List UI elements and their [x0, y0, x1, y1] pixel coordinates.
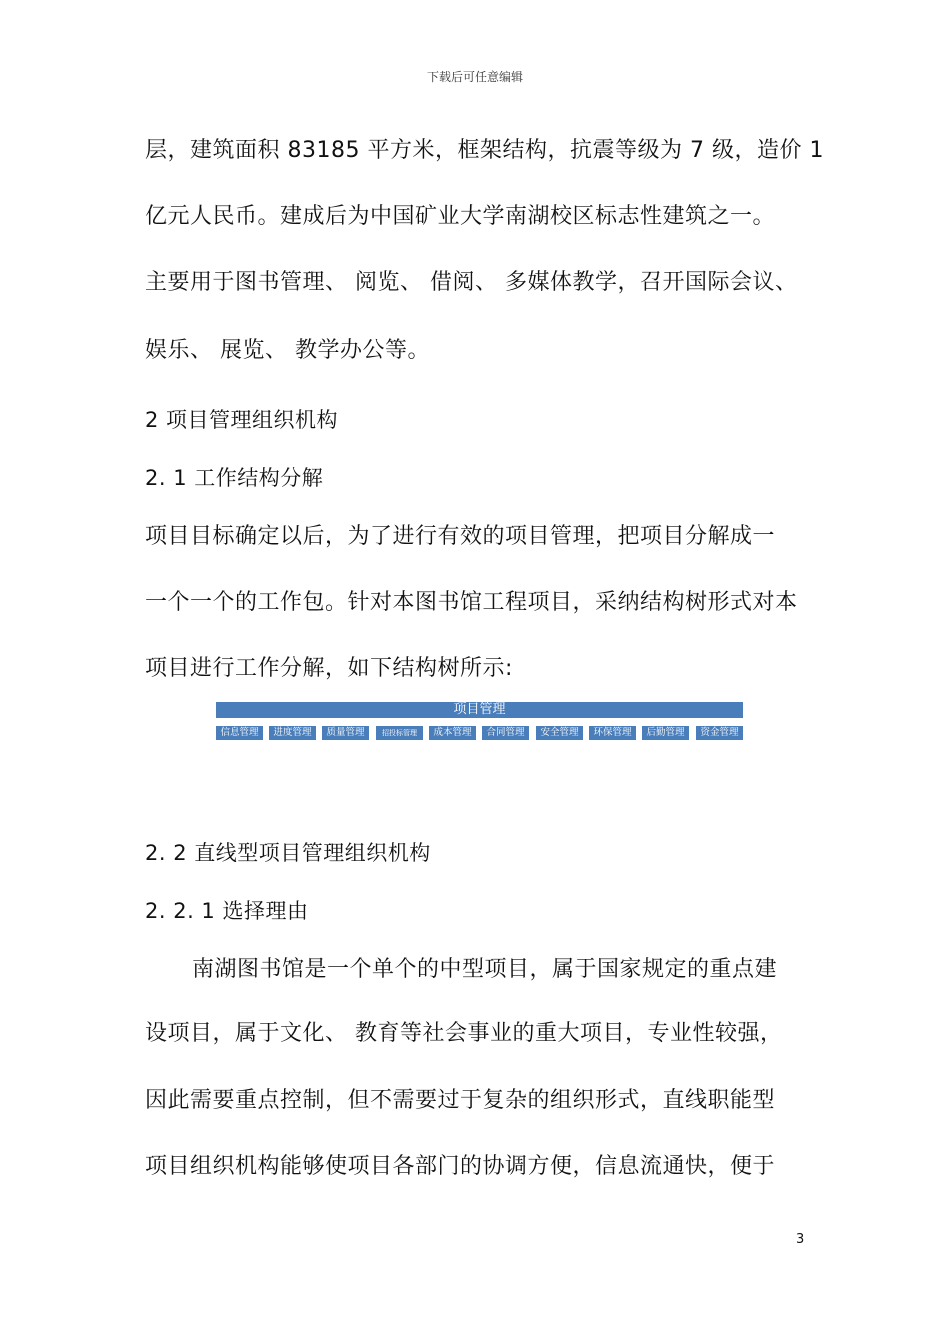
paragraph-line: 项目目标确定以后，为了进行有效的项目管理，把项目分解成一: [145, 524, 776, 549]
wbs-root-node: 项目管理: [216, 702, 743, 718]
subsection-heading: 2. 2 直线型项目管理组织机构: [145, 841, 431, 865]
paragraph-line: 主要用于图书管理、 阅览、 借阅、 多媒体教学，召开国际会议、: [145, 270, 798, 295]
paragraph-line: 亿元人民币。建成后为中国矿业大学南湖校区标志性建筑之一。: [145, 204, 776, 229]
wbs-children-row: [216, 726, 743, 740]
wbs-child-node: 资金管理: [696, 726, 743, 740]
paragraph-line: 娱乐、 展览、 教学办公等。: [145, 338, 430, 363]
wbs-child-node: 安全管理: [536, 726, 583, 740]
page-number: 3: [796, 1232, 805, 1247]
paragraph-line: 层，建筑面积 83185 平方米，框架结构，抗震等级为 7 级，造价 1: [145, 138, 824, 163]
section-heading: 2 项目管理组织机构: [145, 408, 339, 432]
subsubsection-heading: 2. 2. 1 选择理由: [145, 899, 309, 923]
wbs-child-node: 进度管理: [269, 726, 316, 740]
wbs-child-node: 成本管理: [429, 726, 476, 740]
paragraph-line: 项目组织机构能够使项目各部门的协调方便，信息流通快，便于: [145, 1154, 776, 1179]
wbs-child-node: 质量管理: [322, 726, 369, 740]
subsection-heading: 2. 1 工作结构分解: [145, 466, 324, 490]
wbs-child-node: 环保管理: [589, 726, 636, 740]
paragraph-line: 一个一个的工作包。针对本图书馆工程项目，采纳结构树形式对本: [145, 590, 798, 615]
wbs-child-node: 信息管理: [216, 726, 263, 740]
paragraph-line: 南湖图书馆是一个单个的中型项目，属于国家规定的重点建: [192, 957, 778, 982]
wbs-child-node: 后勤管理: [642, 726, 689, 740]
wbs-child-node: 合同管理: [482, 726, 529, 740]
paragraph-line: 设项目，属于文化、 教育等社会事业的重大项目，专业性较强，: [145, 1021, 783, 1046]
paragraph-line: 因此需要重点控制，但不需要过于复杂的组织形式，直线职能型: [145, 1088, 776, 1113]
wbs-child-node: 招投标管理: [376, 726, 423, 740]
download-note: 下载后可任意编辑: [426, 70, 523, 84]
paragraph-line: 项目进行工作分解，如下结构树所示:: [145, 656, 513, 681]
